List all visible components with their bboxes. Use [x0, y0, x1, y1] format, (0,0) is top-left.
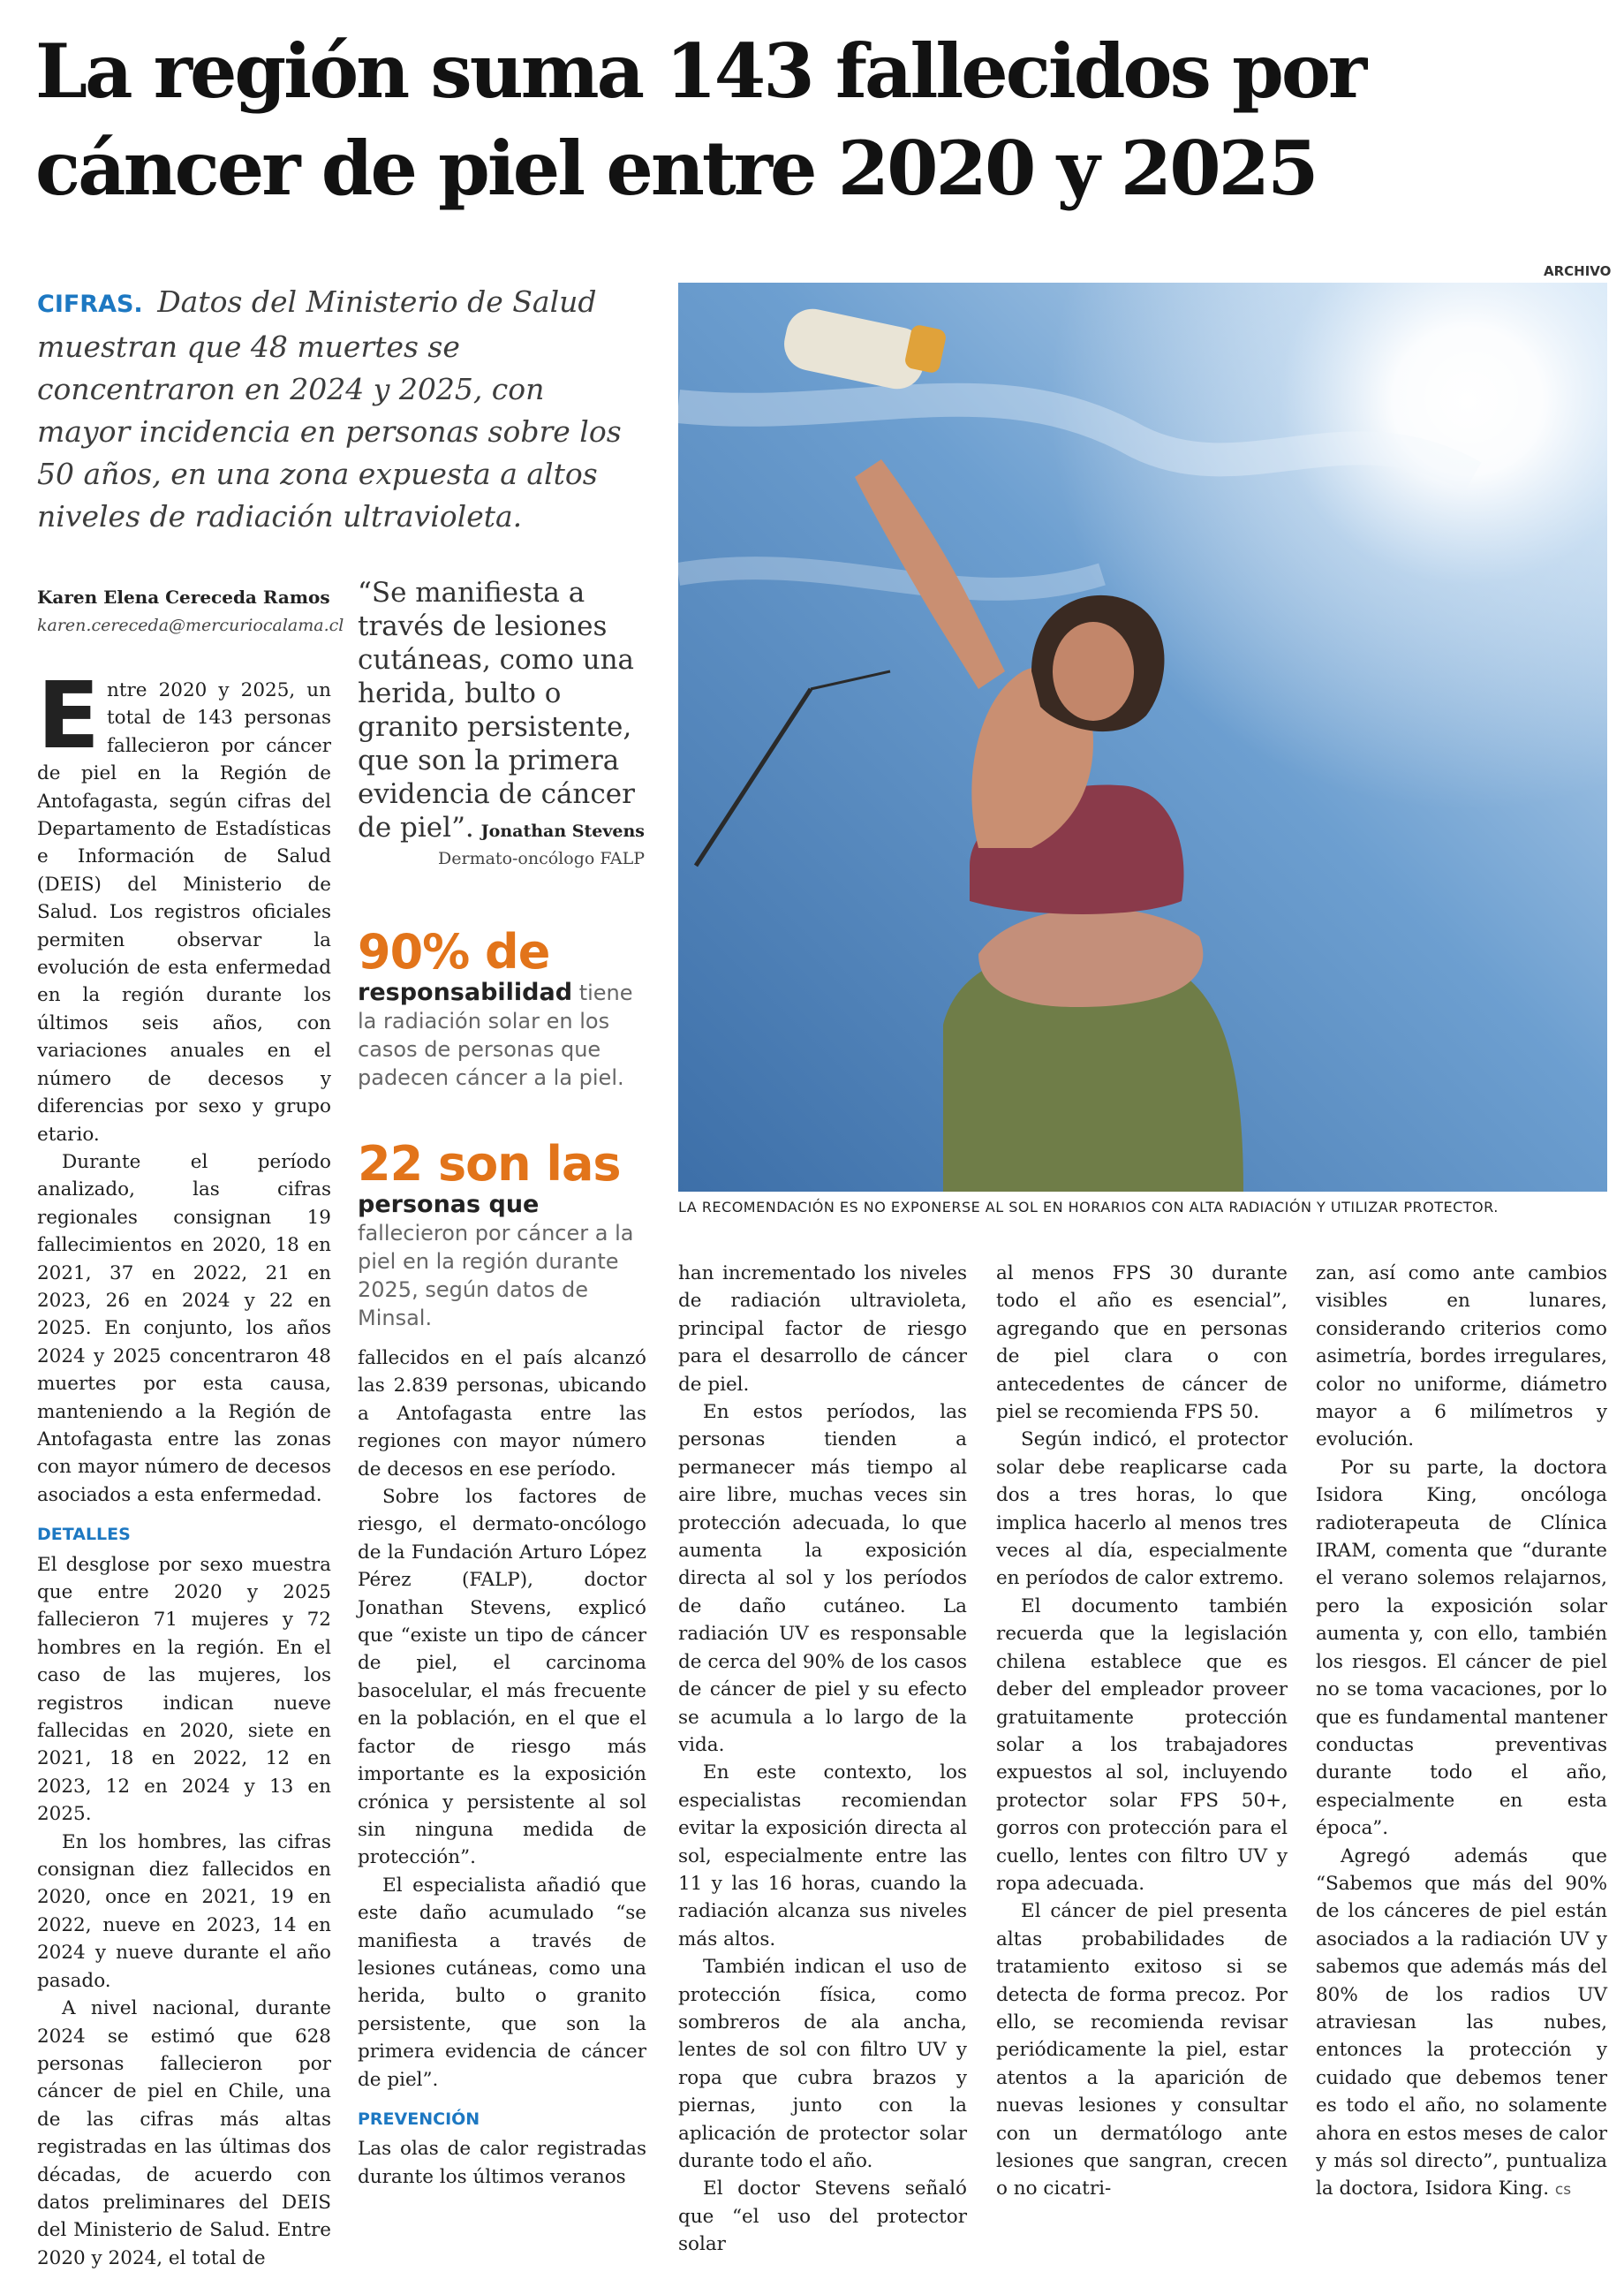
headline: La región suma 143 fallecidos por cáncer de piel entre 2020 y 2025 [35, 27, 1365, 212]
paragraph-text: Agregó además que “Sabemos que más del 90% de los cánceres de piel están asociados a la radiación UV y sabemos que además más del 80% de los radios UV atraviesan las nubes, entonces la protección y cuidado que debemos tener es todo el año, no solamente ahora en estos meses de calor y más sol directo”, puntualiza la doctora, Isidora King. [1316, 1844, 1607, 2200]
lead-paragraph [37, 281, 638, 538]
sunbathing-woman-photo [678, 283, 1607, 1192]
paragraph: El especialista añadió que este daño acumulado “se manifiesta a través de lesiones cutáneas, como una herida, bulto o granito persistente, que son la primera evidencia de cáncer de piel”. [358, 1874, 646, 2091]
pull-quote-author: Jonathan Stevens [480, 822, 645, 841]
lead-text: Datos del Ministerio de Salud muestran que 48 muertes se concentraron en 2024 y 2025, con mayor incidencia en personas sobre los 50 años, en una zona expuesta a altos niveles de radiación ultravioleta. [37, 284, 622, 534]
paragraph: Según indicó, el protector solar debe reaplicarse cada dos a tres horas, lo que implica hacerlo al menos tres veces al día, especialmente en períodos de calor extremo. [996, 1428, 1288, 1590]
stat-box-2 [358, 1138, 645, 1332]
paragraph [37, 662, 331, 1148]
paragraph: En estos períodos, las personas tienden a permanecer más tiempo al aire libre, muchas veces sin protección adecuada, lo que aumenta la exposición directa al sol y los períodos de daño cutáneo. La radiación UV es responsable de cerca del 90% de los casos de cáncer de piel y su efecto se acumula a lo largo de la vida. [678, 1401, 967, 1756]
paragraph: fallecidos en el país alcanzó las 2.839 personas, ubicando a Antofagasta entre las regiones con mayor número de decesos en ese período. [358, 1347, 646, 1481]
paragraph: A nivel nacional, durante 2024 se estimó que 628 personas fallecieron por cáncer de piel en Chile, una de las cifras más altas registradas en las últimas dos décadas, de acuerdo con datos preliminares del DEIS del Ministerio de Salud. Entre 2020 y 2024, el total de [37, 1997, 331, 2269]
article-photo [678, 283, 1607, 1192]
photo-credit: ARCHIVO [1544, 263, 1612, 279]
paragraph: zan, así como ante cambios visibles en lunares, considerando criterios como asimetría, bordes irregulares, color no uniforme, diámetro mayor a 6 milímetros y evolución. [1316, 1262, 1607, 1451]
paragraph: han incrementado los niveles de radiación ultravioleta, principal factor de riesgo para el desarrollo de cáncer de piel. [678, 1262, 967, 1396]
paragraph: En este contexto, los especialistas recomiendan evitar la exposición directa al sol, especialmente entre las 11 y las 16 horas, cuando la radiación alcanza sus niveles más altos. [678, 1761, 967, 1950]
drop-cap: E [37, 662, 101, 769]
article-column-2 [358, 1344, 646, 2191]
pull-quote: “Se manifiesta a través de lesiones cutáneas, como una herida, bulto o granito persistente, que son la primera evidencia de cáncer de piel”. [358, 577, 635, 844]
paragraph: El cáncer de piel presenta altas probabilidades de tratamiento exitoso si se detecta de forma precoz. Por ello, se recomienda revisar periódicamente la piel, estar atentos a la aparición de nuevas lesiones y consultar con un dermatólogo ante lesiones que sangran, crecen o no cicatri- [996, 1900, 1288, 2200]
stat-1-rest: tiene la radiación solar en los casos de personas que padecen cáncer a la piel. [358, 981, 633, 1090]
paragraph: Sobre los factores de riesgo, el dermato-oncólogo de la Fundación Arturo López Pérez (FALP), doctor Jonathan Stevens, explicó que “existe un tipo de cáncer de piel, el carcinoma basocelular, el más frecuente en la población, en el que el factor de riesgo más importante es la exposición crónica y persistente al sol sin ninguna medida de protección”. [358, 1486, 646, 1869]
lead-kicker: CIFRAS. [37, 291, 143, 318]
paragraph: Las olas de calor registradas durante los últimos veranos [358, 2138, 646, 2188]
paragraph: al menos FPS 30 durante todo el año es esencial”, agregando que en personas de piel clara o con antecedentes de cáncer de piel se recomienda FPS 50. [996, 1262, 1288, 1424]
stat-2-bold: personas que [358, 1191, 540, 1218]
stat-1-bold: responsabilidad [358, 979, 573, 1006]
paragraph: El desglose por sexo muestra que entre 2020 y 2025 fallecieron 71 mujeres y 72 hombres en la región. En el caso de las mujeres, los registros indican nueve fallecidas en 2020, siete en 2021, 18 en 2022, 12 en 2023, 12 en 2024 y 13 en 2025. [37, 1553, 331, 1826]
stat-box-1 [358, 926, 645, 1092]
pull-quote-role: Dermato-oncólogo FALP [438, 849, 645, 868]
stat-2-text [358, 1191, 645, 1332]
section-heading-prevencion: PREVENCIÓN [358, 2109, 480, 2129]
paragraph [1316, 1843, 1607, 2205]
article-column-3 [678, 1260, 967, 2259]
paragraph: También indican el uso de protección física, como sombreros de ala ancha, lentes de sol con filtro UV y ropa que cubra brazos y piernas, junto con la aplicación de protector solar durante todo el año. [678, 1956, 967, 2172]
photo-caption: LA RECOMENDACIÓN ES NO EXPONERSE AL SOL EN HORARIOS CON ALTA RADIACIÓN Y UTILIZAR PROTECTOR. [678, 1199, 1499, 1216]
byline-email: karen.cereceda@mercuriocalama.cl [37, 616, 344, 635]
stat-1-figure: 90% de [358, 924, 550, 980]
paragraph: El doctor Stevens señaló que “el uso del protector solar [678, 2177, 967, 2256]
paragraph-text: ntre 2020 y 2025, un total de 143 personas fallecieron por cáncer de piel en la Región de Antofagasta, según cifras del Departamento de Estadísticas e Información de Salud (DEIS) del Ministerio de Salud. Los registros oficiales permiten observar la evolución de esta enfermedad en la región durante los últimos seis años, con variaciones anuales en el número de decesos y diferencias por sexo y grupo etario. [37, 679, 331, 1146]
stat-1-text [358, 979, 645, 1092]
article-column-4 [996, 1260, 1288, 2203]
paragraph: El documento también recuerda que la legislación chilena establece que es deber del empleador proveer gratuitamente protección solar a los trabajadores expuestos al sol, incluyendo protector solar FPS 50+, gorros con protección para el cuello, lentes con filtro UV y ropa adecuada. [996, 1594, 1288, 1895]
stat-2-rest: fallecieron por cáncer a la piel en la región durante 2025, según datos de Minsal. [358, 1221, 634, 1330]
paragraph: Por su parte, la doctora Isidora King, oncóloga radioterapeuta de Clínica IRAM, comenta que “durante el verano solemos relajarnos, pero la exposición solar aumenta y, con ello, también los riesgos. El cáncer de piel no se toma vacaciones, por lo que es fundamental mantener conductas preventivas durante todo el año, especialmente en esta época”. [1316, 1456, 1607, 1840]
paragraph: En los hombres, las cifras consignan diez fallecidos en 2020, once en 2021, 19 en 2022, nueve en 2023, 14 en 2024 y nueve durante el año pasado. [37, 1830, 331, 1992]
stat-2-figure: 22 son las [358, 1136, 621, 1192]
paragraph: Durante el período analizado, las cifras regionales consignan 19 fallecimientos en 2020, 18 en 2021, 37 en 2022, 21 en 2023, 26 en 2024 y 22 en 2025. En conjunto, los años 2024 y 2025 concentraron 48 muertes por esta causa, manteniendo a la Región de Antofagasta entre las zonas con mayor número de decesos asociados a esta enfermedad. [37, 1150, 331, 1506]
section-heading-detalles: DETALLES [37, 1525, 131, 1545]
article-column-5 [1316, 1260, 1607, 2205]
byline-name: Karen Elena Cereceda Ramos [37, 587, 330, 608]
article-column-1 [37, 662, 331, 2272]
end-mark: cs [1554, 2181, 1572, 2200]
